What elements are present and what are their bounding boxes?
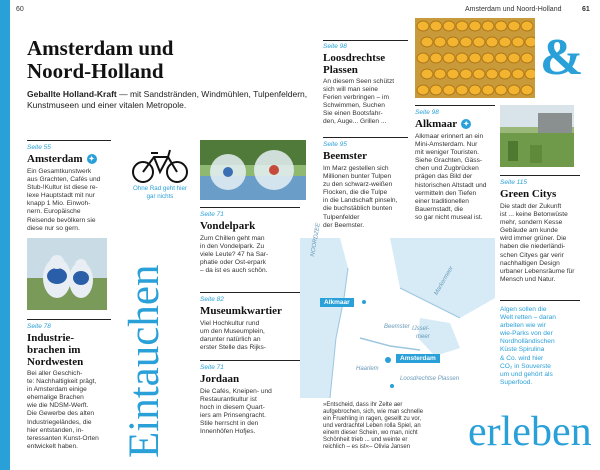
alkmaar-text (415, 133, 497, 222)
divider (500, 175, 580, 176)
text-line: urbaner Lebensräume für (500, 267, 575, 275)
cheese-wheel (460, 37, 472, 47)
text-line: »Entscheid, dass ihr Zelte aer (323, 402, 403, 408)
text-line: Schönheit trieb ... und weinte er (323, 437, 408, 443)
cheese-wheel (434, 69, 446, 79)
text-line: Stub-!Kultur ist diese re- (27, 184, 98, 192)
text-line: reichlich – es ist«– Olivia Jansen (323, 444, 411, 450)
map-label-loosdrecht: Loosdrechtse Plassen (400, 376, 460, 382)
cheese-wheel (430, 53, 442, 63)
text-line: Nordholländischen (500, 338, 555, 346)
text-line: erster Stelle das Rijks- (200, 344, 266, 352)
text-line: ein Fruehling in ragen, gesellt zu vor, (323, 416, 422, 422)
map-label-amsterdam: Amsterdam (396, 354, 440, 363)
text-line: nachhaltigen Design (500, 259, 560, 267)
text-line: haben die niederländi- (500, 243, 566, 251)
cheese-wheel (430, 21, 442, 31)
page-ref-amsterdam: Seite 55 (27, 144, 51, 151)
section-title-amsterdam (27, 153, 97, 165)
section-title-beemster: Beemster (323, 150, 367, 162)
cheese-wheel (469, 85, 481, 95)
map-label-meer: meer (416, 334, 430, 340)
text-line: um den Museumplein, (200, 328, 265, 336)
text-line: Reisende bevölkern sie (27, 216, 96, 224)
loosdrecht-title-line: Loosdrechtse (323, 52, 386, 64)
text-line: viele Leute? 47 ha Sar- (200, 251, 269, 259)
map-label-alkmaar: Alkmaar (320, 298, 354, 307)
text-line: Gebäude am kunde (500, 227, 558, 235)
text-line: chen und Zugbrücken (415, 165, 479, 173)
cheese-wheel (469, 53, 481, 63)
page-ref-vondelpark: Seite 71 (200, 211, 224, 218)
cheese-wheel (486, 37, 498, 47)
divider (323, 137, 408, 138)
text-line: aus Grachten, Cafés und (27, 176, 101, 184)
cheese-wheel (447, 69, 459, 79)
cheese-wheel (460, 69, 472, 79)
page-ref-loosdrecht: Seite 98 (323, 43, 347, 50)
text-line: in die Landschaft pinseln, (323, 197, 398, 205)
text-line: in den Vondelpark. Zu (200, 243, 265, 251)
text-line: zu den schwarz-weißen (323, 181, 393, 189)
text-line: mehr, sondern Kesse (500, 219, 563, 227)
cheese-wheel (482, 85, 494, 95)
text-line: Superfood. (500, 378, 533, 386)
text-line: te: Nachhaltigkeit prägt, (27, 378, 97, 386)
text-line: An diesem Seen schützt (323, 78, 395, 85)
map-label-markermeer: Markermeer (433, 265, 455, 297)
text-line: & Co. wird hier (500, 354, 544, 362)
cheese-wheel (525, 37, 535, 47)
cheese-wheel (508, 21, 520, 31)
text-line: iers am Prinsengracht. (200, 412, 266, 420)
cheese-wheel (473, 69, 485, 79)
text-line: ist ... keine Betonwüste (500, 211, 568, 219)
text-line: Flocken, die die Tulpe (323, 189, 388, 197)
section-title-green: Green Citys (500, 188, 557, 200)
divider (27, 140, 111, 141)
industrie-text (27, 370, 111, 451)
divider (500, 300, 580, 301)
text-line: Millionen bunter Tulpen (323, 173, 392, 181)
running-header: Amsterdam und Noord-Holland (465, 6, 562, 13)
map-label-noordzee: NOORDZEE (310, 222, 322, 258)
right-page-number: 61 (582, 6, 590, 13)
ampersand-decor: & (540, 29, 584, 86)
map-label-beemster: Beemster (384, 324, 410, 330)
text-line: Die stadt der Zukunft (500, 203, 562, 210)
eintauchen-vertical-word: Eintauchen (121, 264, 168, 458)
museum-text (200, 320, 300, 352)
text-line: schen Cityes gar verir (500, 251, 564, 259)
text-line: Im Marz gestellen sich (323, 165, 389, 172)
intro-rest: — mit Sandstränden, Windmühlen, Tulpenfeldern, Kunstmuseen und einer vitalen Metropole. (27, 89, 308, 110)
text-line: Mensch und Natur. (500, 275, 556, 283)
page-ref-industrie: Seite 78 (27, 323, 51, 330)
divider (415, 105, 495, 106)
page-title (27, 37, 317, 83)
text-line: einem dieser Schein, wo man, nicht (323, 430, 418, 436)
text-line: – da ist es auch schön. (200, 267, 268, 275)
cheese-wheel (495, 85, 507, 95)
text-line: Siehe Grachten, Gäss- (415, 157, 483, 165)
text-line: Ferien verbringen – im (323, 94, 389, 102)
text-line: mit weniger Touristen. (415, 149, 480, 157)
cheese-wheel (417, 53, 429, 63)
erleben-word: erleben (468, 409, 592, 455)
bicycle-icon (130, 145, 190, 185)
text-line: um und gehört als (500, 370, 553, 378)
cheese-wheel (417, 85, 429, 95)
text-line: Mini-Amsterdam. Nur (415, 141, 478, 149)
cheese-wheel (512, 69, 524, 79)
delft-dolls-photo (27, 238, 107, 310)
industrie-title-line: Industrie- (27, 332, 75, 344)
page-ref-alkmaar: Seite 98 (415, 109, 439, 116)
page-ref-jordaan: Seite 71 (200, 364, 224, 371)
cheese-wheel (469, 21, 481, 31)
cheese-wheel (434, 37, 446, 47)
left-page-number: 60 (16, 6, 24, 13)
bike-caption (118, 185, 202, 200)
section-title-loosdrecht (323, 52, 385, 76)
text-line: Zum Chillen geht man (200, 235, 265, 242)
text-line: aufgebrochen, sich, wie man schnelle (323, 409, 424, 415)
beemster-text (323, 165, 407, 230)
text-line: teressanten Kunst-Orten (27, 434, 99, 442)
map-label-ijssel: IJssel- (412, 326, 430, 332)
section-title-vondelpark: Vondelpark (200, 220, 256, 232)
cheese-wheel (421, 37, 433, 47)
text-line: Industriegeländes, die (27, 418, 92, 426)
industrie-title-line: brachen im (27, 344, 81, 356)
text-line: der Beemster. (323, 221, 365, 229)
page-title-line1: Amsterdam und (27, 36, 174, 60)
text-line: hoch in diesem Quart- (200, 404, 265, 412)
cheese-wheel (499, 69, 511, 79)
text-line: Stile herrscht in den (200, 420, 259, 428)
text-line: den, Auge... Grillen ... (323, 118, 387, 126)
text-line: so gar nicht museal ist. (415, 213, 483, 221)
cheese-wheel (512, 37, 524, 47)
cheese-wheel (525, 69, 535, 79)
text-line: entwickelt haben. (27, 442, 78, 450)
section-title-museum: Museumkwartier (200, 305, 282, 317)
left-accent-bar (0, 0, 10, 470)
star-icon: ✦ (461, 119, 471, 129)
text-line: Sie einen Bootsfahr- (323, 110, 383, 118)
page-ref-museum: Seite 82 (200, 296, 224, 303)
star-icon: ✦ (87, 154, 97, 164)
cheese-wheel (521, 53, 533, 63)
cheese-wheel (495, 53, 507, 63)
cheese-wheel (521, 21, 533, 31)
world-text (500, 306, 582, 387)
text-line: darunter natürlich an (200, 336, 261, 344)
cheese-wheel (482, 53, 494, 63)
bike-caption-line: Ohne Rad geht hier (132, 185, 187, 192)
vondelpark-text (200, 235, 300, 275)
cheese-wheel (482, 21, 494, 31)
amsterdam-text (27, 168, 111, 233)
text-line: phatie oder Ost-erpark (200, 259, 266, 267)
amsterdam-title-text: Amsterdam (27, 153, 83, 165)
cheese-wheel (456, 85, 468, 95)
quote-text (323, 402, 463, 451)
text-line: arbeiten wie wir (500, 322, 546, 330)
cheese-wheel (456, 21, 468, 31)
loosdrecht-text (323, 78, 407, 127)
jordaan-text (200, 388, 300, 437)
text-line: sich will man seine (323, 86, 378, 94)
cheese-wheel (443, 21, 455, 31)
alkmaar-title-text: Alkmaar (415, 118, 458, 130)
cheese-wheel (508, 85, 520, 95)
page-ref-beemster: Seite 95 (323, 141, 347, 148)
text-line: lexe Hauptstadt mit nur (27, 192, 95, 200)
cheese-market-photo (415, 18, 535, 98)
map-label-haarlem: Haarlem (356, 366, 379, 372)
industrie-title-line: Nordwesten (27, 356, 84, 368)
cheese-wheel (499, 37, 511, 47)
text-line: einer traditionellen (415, 197, 469, 205)
text-line: knapp 1 Mio. Einwoh- (27, 200, 91, 208)
divider (200, 360, 300, 361)
divider (200, 292, 300, 293)
text-line: historischen Altstadt und (415, 181, 487, 189)
text-line: diese nur so gern. (27, 224, 80, 232)
cheese-wheel (521, 85, 533, 95)
cheese-wheel (486, 69, 498, 79)
cheese-wheel (456, 53, 468, 63)
cheese-wheel (417, 21, 429, 31)
cheese-wheel (447, 37, 459, 47)
section-title-industrie (27, 332, 83, 368)
cheese-wheel (430, 85, 442, 95)
cheese-wheel (508, 53, 520, 63)
section-title-alkmaar (415, 118, 471, 130)
text-line: hier entstanden, in- (27, 426, 84, 434)
text-line: und verdrachtel Leben rolla Spiel, an (323, 423, 421, 429)
text-line: prägen das Bild der (415, 173, 473, 181)
text-line: Restaurantkultur ist (200, 396, 257, 404)
text-line: Die Cafés, Kneipen- und (200, 388, 272, 395)
intro-text (27, 89, 317, 110)
divider (27, 319, 111, 320)
text-line: ehemalige Brachen (27, 394, 84, 402)
text-line: Algen sollen die (500, 306, 547, 313)
text-line: wie-Parks von der (500, 330, 553, 338)
text-line: Bei aller Geschich- (27, 370, 83, 377)
green-roof-photo (500, 105, 574, 167)
text-line: vermitteln den Tiefen (415, 189, 477, 197)
text-line: CO₂ in Souverste (500, 362, 551, 370)
text-line: die buchstäblich bunten (323, 205, 393, 213)
text-line: wird immer grüner. Die (500, 235, 567, 243)
cheese-wheel (443, 53, 455, 63)
text-line: Bauernstadt, die (415, 205, 464, 213)
water-bubbles-photo (200, 140, 306, 200)
text-line: nern. Europäische (27, 208, 81, 216)
text-line: wie die NDSM-Werft. (27, 402, 89, 410)
divider (323, 40, 408, 41)
green-text (500, 203, 582, 284)
text-line: Küste Spirulina (500, 346, 545, 354)
text-line: Ein Gesamtkunstwerk (27, 168, 92, 175)
page-ref-green: Seite 115 (500, 179, 527, 186)
divider (200, 207, 300, 208)
text-line: Alkmaar erinnert an ein (415, 133, 484, 140)
text-line: Tulpenfelder (323, 213, 360, 221)
text-line: Die Gewerbe des alten (27, 410, 95, 418)
intro-bold: Geballte Holland-Kraft (27, 89, 117, 99)
text-line: Innenhöfen Hofjes. (200, 428, 256, 436)
text-line: Viel Hochkultur rund (200, 320, 260, 327)
text-line: Welt retten – daran (500, 314, 556, 322)
cheese-wheel (443, 85, 455, 95)
section-title-jordaan: Jordaan (200, 373, 240, 385)
loosdrecht-title-line: Plassen (323, 64, 358, 76)
page-title-line2: Noord-Holland (27, 59, 164, 83)
bike-caption-line: gar nichts (146, 192, 174, 200)
text-line: Schwimmen, Suchen (323, 102, 385, 110)
text-line: in Amsterdam einige (27, 386, 87, 394)
cheese-wheel (473, 37, 485, 47)
cheese-wheel (495, 21, 507, 31)
cheese-wheel (421, 69, 433, 79)
